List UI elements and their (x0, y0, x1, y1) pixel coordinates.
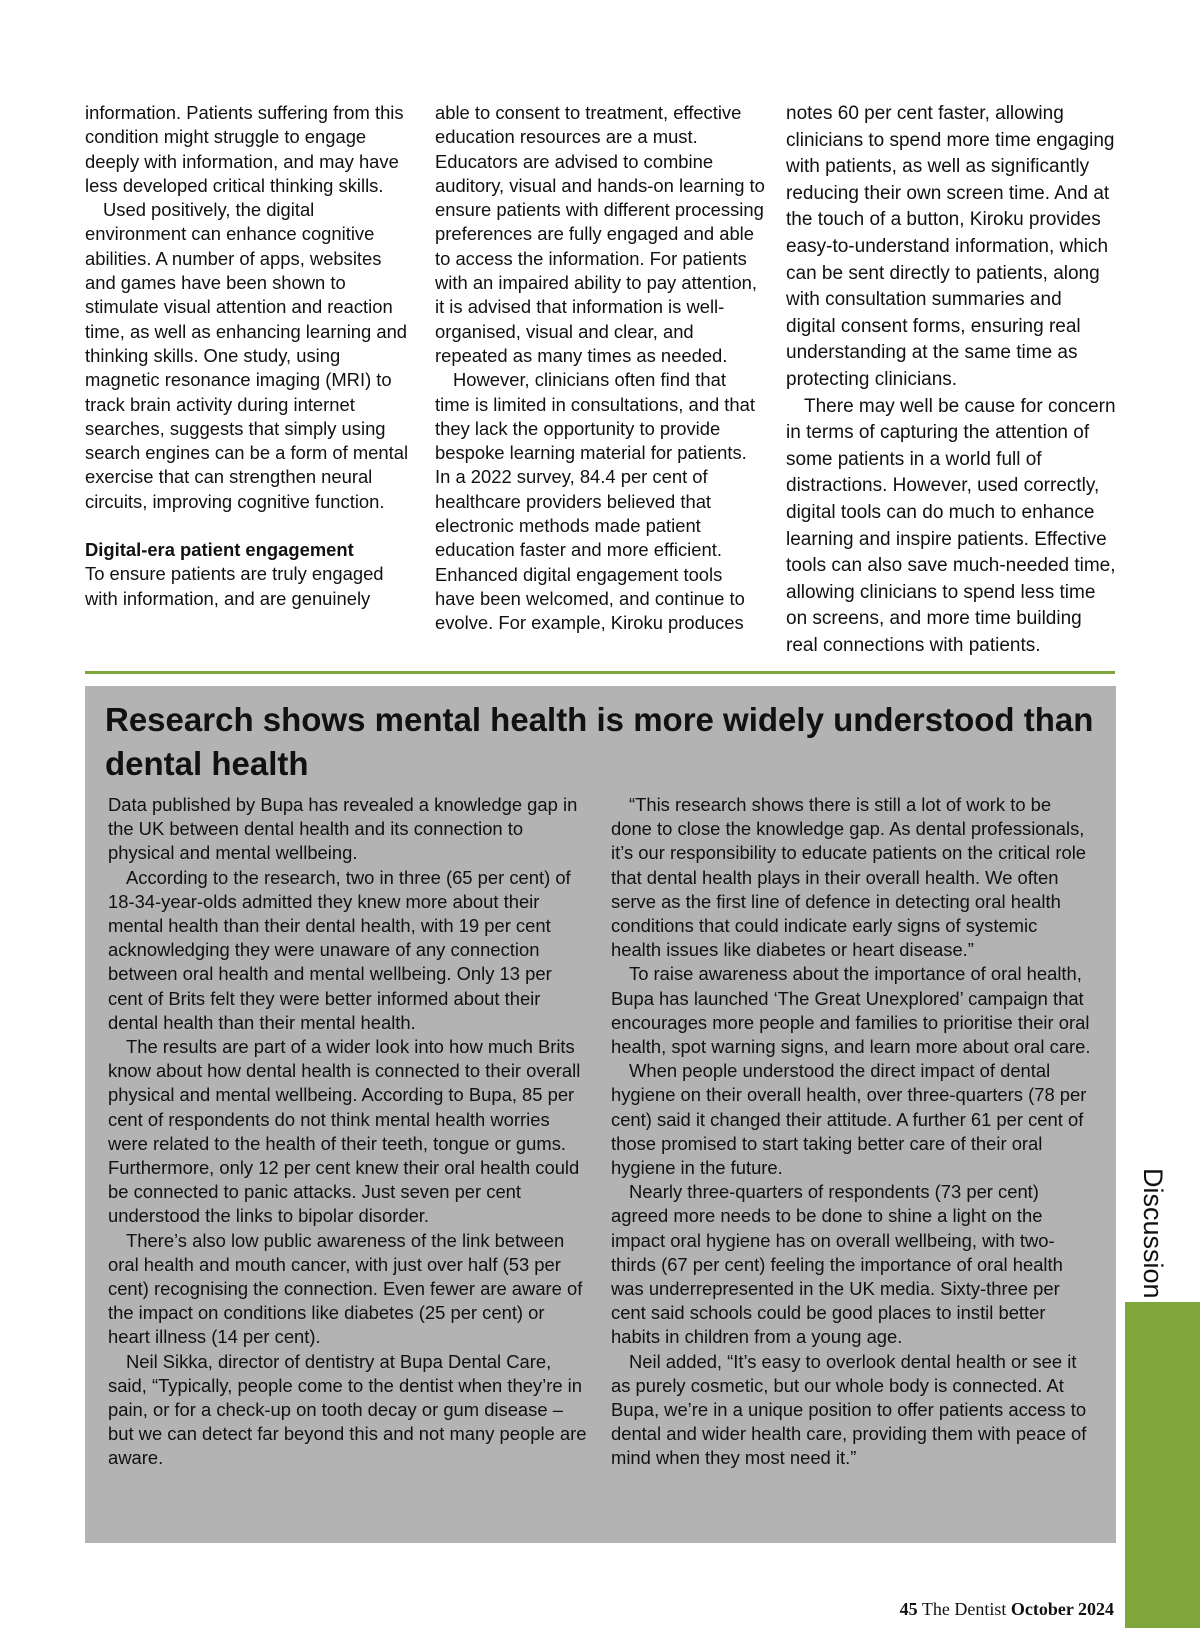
article-paragraph: able to consent to treatment, effective education resources are a must. Educators are advised to combine auditory, visual and hands-on learning to ensure patients with different processing preferences are fully engaged and able to access the information. For patients with an impaired ability to pay attention, it is advised that information is well-organised, visual and clear, and repeated as many times as needed. (435, 102, 765, 366)
article-column-3 (786, 101, 1116, 659)
box-paragraph: The results are part of a wider look into how much Brits know about how dental health is connected to their overall physical and mental wellbeing. According to Bupa, 85 per cent of respondents do not think mental health worries were related to the health of their teeth, tongue or gums. Furthermore, only 12 per cent knew their oral health could be connected to panic attacks. Just seven per cent understood the links to bipolar disorder. (108, 1036, 581, 1227)
box-paragraph: “This research shows there is still a lot of work to be done to close the knowledge gap. As dental professionals, it’s our responsibility to educate patients on the critical role that dental health plays in their overall health. We often serve as the first line of defence in detecting oral health conditions that could indicate early signs of systemic health issues like diabetes or heart disease.” (611, 794, 1087, 961)
article-paragraph: To ensure patients are truly engaged with information, and are genuinely (85, 563, 384, 609)
box-paragraph: According to the research, two in three (65 per cent) of 18-34-year-olds admitted they knew more about their mental health than their dental health, with 19 per cent acknowledging they were unaware of any connection between oral health and mental wellbeing. Only 13 per cent of Brits felt they were better informed about their dental health than their mental health. (108, 866, 571, 1033)
page-footer (800, 1599, 1114, 1620)
box-paragraph: There’s also low public awareness of the link between oral health and mouth cancer, with just over half (53 per cent) recognising the connection. Even fewer are aware of the impact on conditions like diabetes (25 per cent) or heart illness (14 per cent). (108, 1229, 583, 1348)
article-paragraph: notes 60 per cent faster, allowing clinicians to spend more time engaging with patients, as well as significantly reducing their own screen time. And at the touch of a button, Kiroku provides easy-to-understand information, which can be sent directly to patients, along with consultation summaries and digital consent forms, ensuring real understanding at the same time as protecting clinicians. (786, 103, 1115, 390)
article-paragraph: There may well be cause for concern in terms of capturing the attention of some patients in a world full of distractions. However, used correctly, digital tools can do much to enhance learning and inspire patients. Effective tools can also save much-needed time, allowing clinicians to spend less time on screens, and more time building real connections with patients. (786, 395, 1116, 656)
box-paragraph: Neil added, “It’s easy to overlook dental health or see it as purely cosmetic, but our whole body is connected. At Bupa, we’re in a unique position to offer patients access to dental and wider health care, providing them with peace of mind when they most need it.” (611, 1350, 1087, 1469)
box-paragraph: Neil Sikka, director of dentistry at Bupa Dental Care, said, “Typically, people come to the dentist when they’re in pain, or for a check-up on tooth decay or gum disease – but we can detect far beyond this and not many people are aware. (108, 1350, 587, 1469)
page-number: 45 (899, 1599, 918, 1619)
publication-name: The Dentist (921, 1599, 1007, 1619)
issue-date: October 2024 (1010, 1599, 1114, 1619)
article-paragraph: However, clinicians often find that time is limited in consultations, and that they lack the opportunity to provide bespoke learning material for patients. In a 2022 survey, 84.4 per cent of healthcare providers believed that electronic methods made patient education faster and more efficient. Enhanced digital engagement tools have been welcomed, and continue to evolve. For example, Kiroku produces (435, 369, 755, 634)
article-column-1 (85, 101, 415, 611)
divider-rule (85, 671, 1115, 674)
section-tab (1125, 1302, 1200, 1628)
section-subheading: Digital-era patient engagement (85, 539, 354, 561)
article-column-2 (435, 101, 765, 636)
box-paragraph: Data published by Bupa has revealed a knowledge gap in the UK between dental health and its connection to physical and mental wellbeing. (108, 794, 578, 864)
article-paragraph: Used positively, the digital environment can enhance cognitive abilities. A number of apps, websites and games have been shown to stimulate visual attention and reaction time, as well as enhancing learning and thinking skills. One study, using magnetic resonance imaging (MRI) to track brain activity during internet searches, suggests that simply using search engines can be a form of mental exercise that can strengthen neural circuits, improving cognitive function. (85, 199, 409, 512)
box-paragraph: To raise awareness about the importance of oral health, Bupa has launched ‘The Great Unexplored’ campaign that encourages more people and families to prioritise their oral health, spot warning signs, and learn more about oral care. (611, 963, 1091, 1058)
box-column-2 (611, 793, 1091, 1471)
article-paragraph: information. Patients suffering from this condition might struggle to engage deeply with information, and may have less developed critical thinking skills. (85, 102, 404, 196)
box-paragraph: Nearly three-quarters of respondents (73 per cent) agreed more needs to be done to shine a light on the impact oral hygiene has on overall wellbeing, with two-thirds (67 per cent) feeling the importance of oral health was underrepresented in the UK media. Sixty-three per cent said schools could be good places to instil better habits in children from a young age. (611, 1181, 1063, 1348)
box-headline: Research shows mental health is more widely understood than dental health (105, 701, 1094, 782)
box-column-1 (108, 793, 588, 1471)
section-tab-label: Discussion (1138, 1168, 1168, 1299)
box-paragraph: When people understood the direct impact of dental hygiene on their overall health, over three-quarters (78 per cent) said it changed their attitude. A further 61 per cent of those promised to start taking better care of their oral hygiene in the future. (611, 1060, 1087, 1179)
